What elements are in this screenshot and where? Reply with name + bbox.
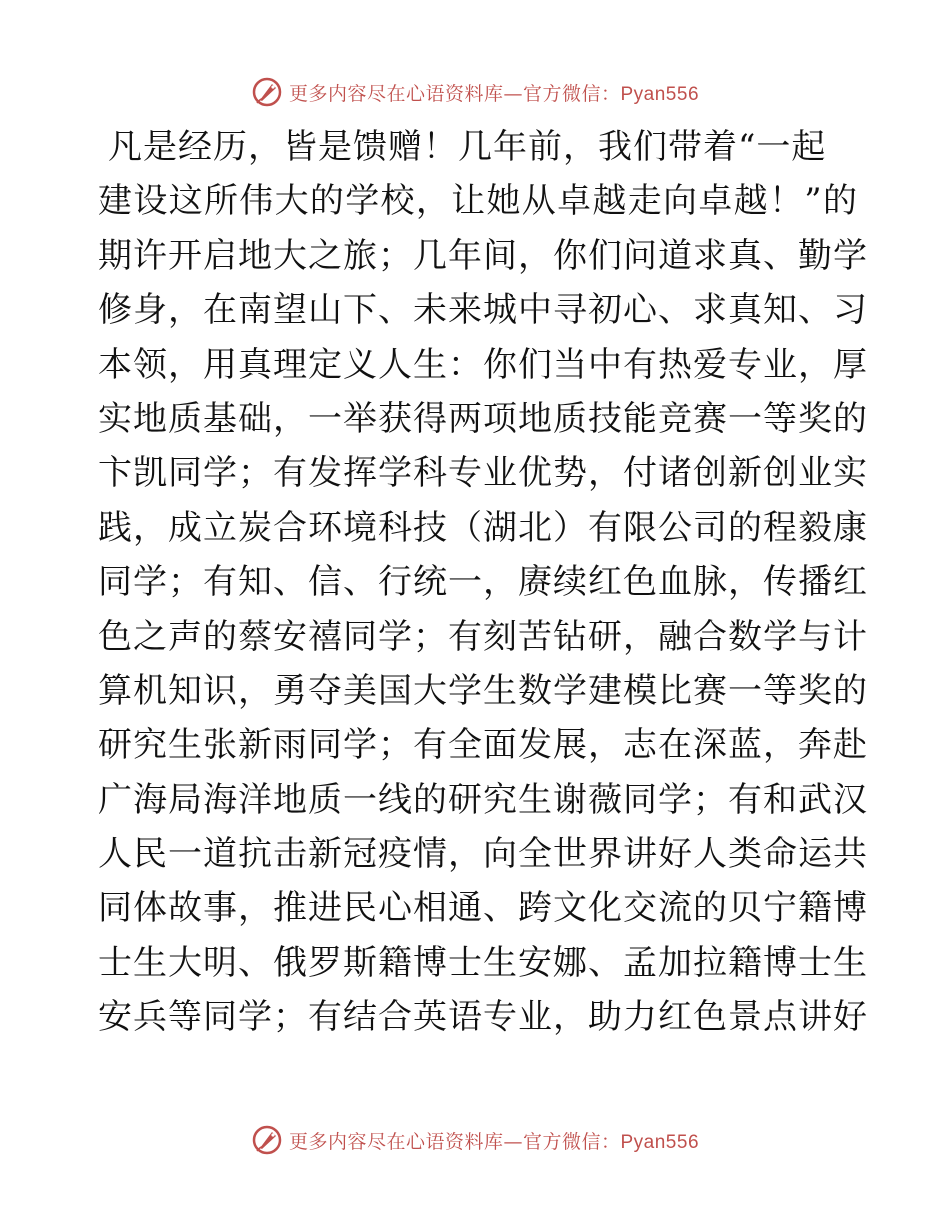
text-line: 安兵等同学；有结合英语专业，助力红色景点讲好	[98, 997, 868, 1038]
watermark-header	[0, 72, 950, 112]
text-line: 广海局海洋地质一线的研究生谢薇同学；有和武汉	[98, 779, 868, 820]
watermark-text: 更多内容尽在心语资料库—官方微信：Pyan556	[288, 82, 700, 105]
text-line: 同学；有知、信、行统一，赓续红色血脉，传播红	[98, 562, 868, 603]
text-line: 践，成立炭合环境科技（湖北）有限公司的程毅康	[98, 507, 868, 548]
text-line: 人民一道抗击新冠疫情，向全世界讲好人类命运共	[98, 834, 868, 875]
document-body	[98, 120, 868, 1045]
text-line: 本领，用真理定义人生：你们当中有热爱专业，厚	[98, 344, 868, 385]
pen-nib-logo-icon	[251, 76, 283, 108]
text-line: 实地质基础，一举获得两项地质技能竞赛一等奖的	[98, 398, 868, 439]
pen-nib-logo-icon	[251, 1124, 283, 1156]
text-line: 算机知识，勇夺美国大学生数学建模比赛一等奖的	[98, 670, 868, 711]
text-line: 凡是经历，皆是馈赠！几年前，我们带着“一起	[108, 127, 827, 167]
watermark-footer	[0, 1120, 950, 1160]
text-line: 卞凯同学；有发挥学科专业优势，付诸创新创业实	[98, 453, 868, 494]
text-line: 研究生张新雨同学；有全面发展，志在深蓝，奔赴	[98, 725, 868, 766]
watermark-text: 更多内容尽在心语资料库—官方微信：Pyan556	[288, 1130, 700, 1153]
text-line: 色之声的蔡安禧同学；有刻苦钻研，融合数学与计	[98, 616, 868, 657]
text-line: 期许开启地大之旅；几年间，你们问道求真、勤学	[98, 235, 868, 276]
text-line: 建设这所伟大的学校，让她从卓越走向卓越！”的	[98, 181, 858, 222]
text-line: 同体故事，推进民心相通、跨文化交流的贝宁籍博	[98, 888, 868, 929]
text-line: 修身，在南望山下、未来城中寻初心、求真知、习	[98, 290, 868, 331]
text-line: 士生大明、俄罗斯籍博士生安娜、孟加拉籍博士生	[98, 942, 868, 983]
